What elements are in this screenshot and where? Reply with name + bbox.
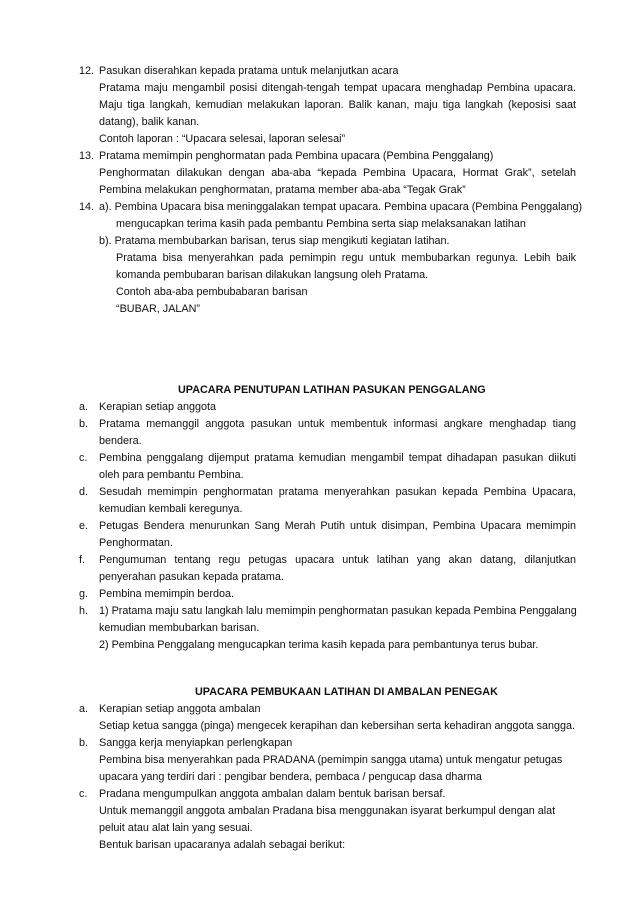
list-marker: e. (79, 520, 89, 532)
item-12-text: Pratama maju mengambil posisi ditengah-tengah tempat upacara menghadap Pembina upacara. (99, 82, 576, 94)
list-item: Pradana mengumpulkan anggota ambalan dalam bentuk barisan bersaf. (99, 788, 446, 800)
list-marker: c. (79, 452, 88, 464)
item-14b-text: Pratama bisa menyerahkan pada pemimpin regu untuk membubarkan regunya. Lebih baik (116, 252, 576, 264)
list-item: Pembina penggalang dijemput pratama kemudian mengambil tempat dihadapan pasukan diikuti (99, 452, 576, 464)
list-item: oleh para pembantu Pembina. (99, 469, 244, 481)
item-12-heading: Pasukan diserahkan kepada pratama untuk melanjutkan acara (99, 65, 399, 77)
list-item: upacara yang terdiri dari : pengibar bendera, pembaca / pengucap dasa dharma (99, 771, 482, 783)
list-marker: a. (79, 703, 89, 715)
list-marker: f. (79, 554, 85, 566)
list-item: 2) Pembina Penggalang mengucapkan terima kasih kepada para pembantunya terus bubar. (99, 639, 539, 651)
list-item: Kerapian setiap anggota ambalan (99, 703, 261, 715)
list-marker: a. (79, 401, 89, 413)
item-12-text: datang), balik kanan. (99, 116, 200, 128)
list-item: Pratama memanggil anggota pasukan untuk membentuk informasi angkare menghadap tiang (99, 418, 576, 430)
list-item: Pembina memimpin berdoa. (99, 588, 235, 600)
list-item: Bentuk barisan upacaranya adalah sebagai berikut: (99, 839, 346, 851)
section-title-pembukaan: UPACARA PEMBUKAAN LATIHAN DI AMBALAN PENEGAK (195, 686, 498, 698)
item-14b-text: komanda pembubaran barisan dilakukan langsung oleh Pratama. (116, 269, 429, 281)
list-marker: d. (79, 486, 89, 498)
list-marker: b. (79, 418, 89, 430)
list-item: Sesudah memimpin penghormatan pratama menyerahkan pasukan kepada Pembina Upacara, (99, 486, 576, 498)
item-14b-example: “BUBAR, JALAN” (116, 303, 200, 315)
list-item: 1) Pratama maju satu langkah lalu memimpin penghormatan pasukan kepada Pembina Penggalang (99, 605, 577, 617)
list-item: Kerapian setiap anggota (99, 401, 217, 413)
item-14b-text: b). Pratama membubarkan barisan, terus siap mengikuti kegiatan latihan. (99, 235, 450, 247)
list-marker: h. (79, 605, 89, 617)
item-14b-example-label: Contoh aba-aba pembubabaran barisan (116, 286, 308, 298)
item-12-example: Contoh laporan : “Upacara selesai, laporan selesai” (99, 133, 346, 145)
list-marker: g. (79, 588, 89, 600)
item-14-number: 14. (79, 201, 95, 213)
item-13-number: 13. (79, 150, 95, 162)
item-12-number: 12. (79, 65, 95, 77)
item-13-heading: Pratama memimpin penghormatan pada Pembina upacara (Pembina Penggalang) (99, 150, 494, 162)
list-item: penyerahan pasukan kepada pratama. (99, 571, 284, 583)
list-item: bendera. (99, 435, 142, 447)
list-item: kemudian kembali keregunya. (99, 503, 243, 515)
item-13-text: Pembina melakukan penghormatan, pratama member aba-aba “Tegak Grak” (99, 184, 466, 196)
item-13-text: Penghormatan dilakukan dengan aba-aba “kepada Pembina Upacara, Hormat Grak”, setelah (99, 167, 576, 179)
item-14a-text: mengucapkan terima kasih pada pembantu Pembina serta siap melaksanakan latihan (116, 218, 526, 230)
list-item: kemudian membubarkan barisan. (99, 622, 260, 634)
list-item: peluit atau alat lain yang sesuai. (99, 822, 253, 834)
list-item: Pembina bisa menyerahkan pada PRADANA (pemimpin sangga utama) untuk mengatur petugas (99, 754, 563, 766)
list-marker: c. (79, 788, 88, 800)
list-item: Penghormatan. (99, 537, 173, 549)
item-12-text: Maju tiga langkah, kemudian melakukan laporan. Balik kanan, maju tiga langkah (keposisi saat (99, 99, 576, 111)
item-14a-text: a). Pembina Upacara bisa meninggalakan tempat upacara. Pembina upacara (Pembina Penggalang) (99, 201, 583, 213)
list-item: Untuk memanggil anggota ambalan Pradana bisa menggunakan isyarat berkumpul dengan alat (99, 805, 556, 817)
list-marker: b. (79, 737, 89, 749)
list-item: Setiap ketua sangga (pinga) mengecek kerapihan dan kebersihan serta kehadiran anggota sangga. (99, 720, 575, 732)
list-item: Pengumuman tentang regu petugas upacara untuk latihan yang akan datang, dilanjutkan (99, 554, 576, 566)
list-item: Petugas Bendera menurunkan Sang Merah Putih untuk disimpan, Pembina Upacara memimpin (99, 520, 576, 532)
list-item: Sangga kerja menyiapkan perlengkapan (99, 737, 293, 749)
section-title-penutupan: UPACARA PENUTUPAN LATIHAN PASUKAN PENGGALANG (178, 384, 486, 396)
